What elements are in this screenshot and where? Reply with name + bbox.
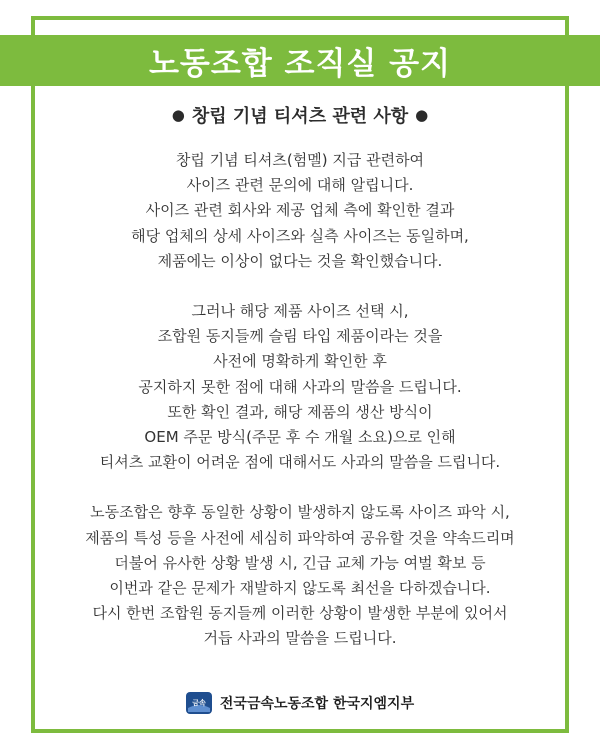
text-line: 사이즈 관련 문의에 대해 알립니다. [186, 176, 414, 195]
text-line: 더불어 유사한 상황 발생 시, 긴급 교체 가능 여벌 확보 등 [114, 553, 486, 572]
paragraph-1 [40, 148, 560, 274]
header-banner [0, 35, 600, 86]
bullet-right-icon: ● [415, 105, 429, 124]
bullet-left-icon: ● [171, 105, 185, 124]
text-line: 또한 확인 결과, 해당 제품의 생산 방식이 [167, 402, 433, 421]
logo-text: 금속 [192, 699, 206, 707]
paragraph-2 [40, 299, 560, 475]
paragraph-3 [40, 500, 560, 651]
text-line: 사이즈 관련 회사와 제공 업체 측에 확인한 결과 [145, 201, 455, 220]
text-line: OEM 주문 방식(주문 후 수 개월 소요)으로 인해 [144, 428, 456, 447]
text-line: 티셔츠 교환이 어려운 점에 대해서도 사과의 말씀을 드립니다. [99, 453, 501, 472]
text-line: 사전에 명확하게 확인한 후 [213, 352, 387, 371]
text-line: 제품에는 이상이 없다는 것을 확인했습니다. [157, 251, 443, 270]
text-line: 노동조합은 향후 동일한 상황이 발생하지 않도록 사이즈 파악 시, [90, 503, 510, 522]
text-line: 다시 한번 조합원 동지들께 이러한 상황이 발생한 부분에 있어서 [92, 604, 508, 623]
text-line: 이번과 같은 문제가 재발하지 않도록 최선을 다하겠습니다. [109, 579, 491, 598]
text-line: 거듭 사과의 말씀을 드립니다. [203, 629, 397, 648]
union-logo-icon [186, 692, 212, 714]
text-line: 조합원 동지들께 슬림 타입 제품이라는 것을 [157, 327, 443, 346]
organization-name: 전국금속노동조합 한국지엠지부 [219, 696, 415, 712]
footer [0, 690, 600, 716]
text-line: 해당 업체의 상세 사이즈와 실측 사이즈는 동일하며, [131, 226, 469, 245]
notice-body [40, 148, 560, 677]
text-line: 제품의 특성 등을 사전에 세심히 파악하여 공유할 것을 약속드리며 [85, 528, 515, 547]
subtitle-text: 창립 기념 티셔츠 관련 사항 [191, 106, 409, 127]
text-line: 그러나 해당 제품 사이즈 선택 시, [191, 302, 409, 321]
text-line: 공지하지 못한 점에 대해 사과의 말씀을 드립니다. [138, 377, 462, 396]
text-line: 창립 기념 티셔츠(험멜) 지급 관련하여 [175, 151, 425, 169]
page-title: 노동조합 조직실 공지 [148, 46, 452, 82]
notice-subtitle [0, 100, 600, 130]
